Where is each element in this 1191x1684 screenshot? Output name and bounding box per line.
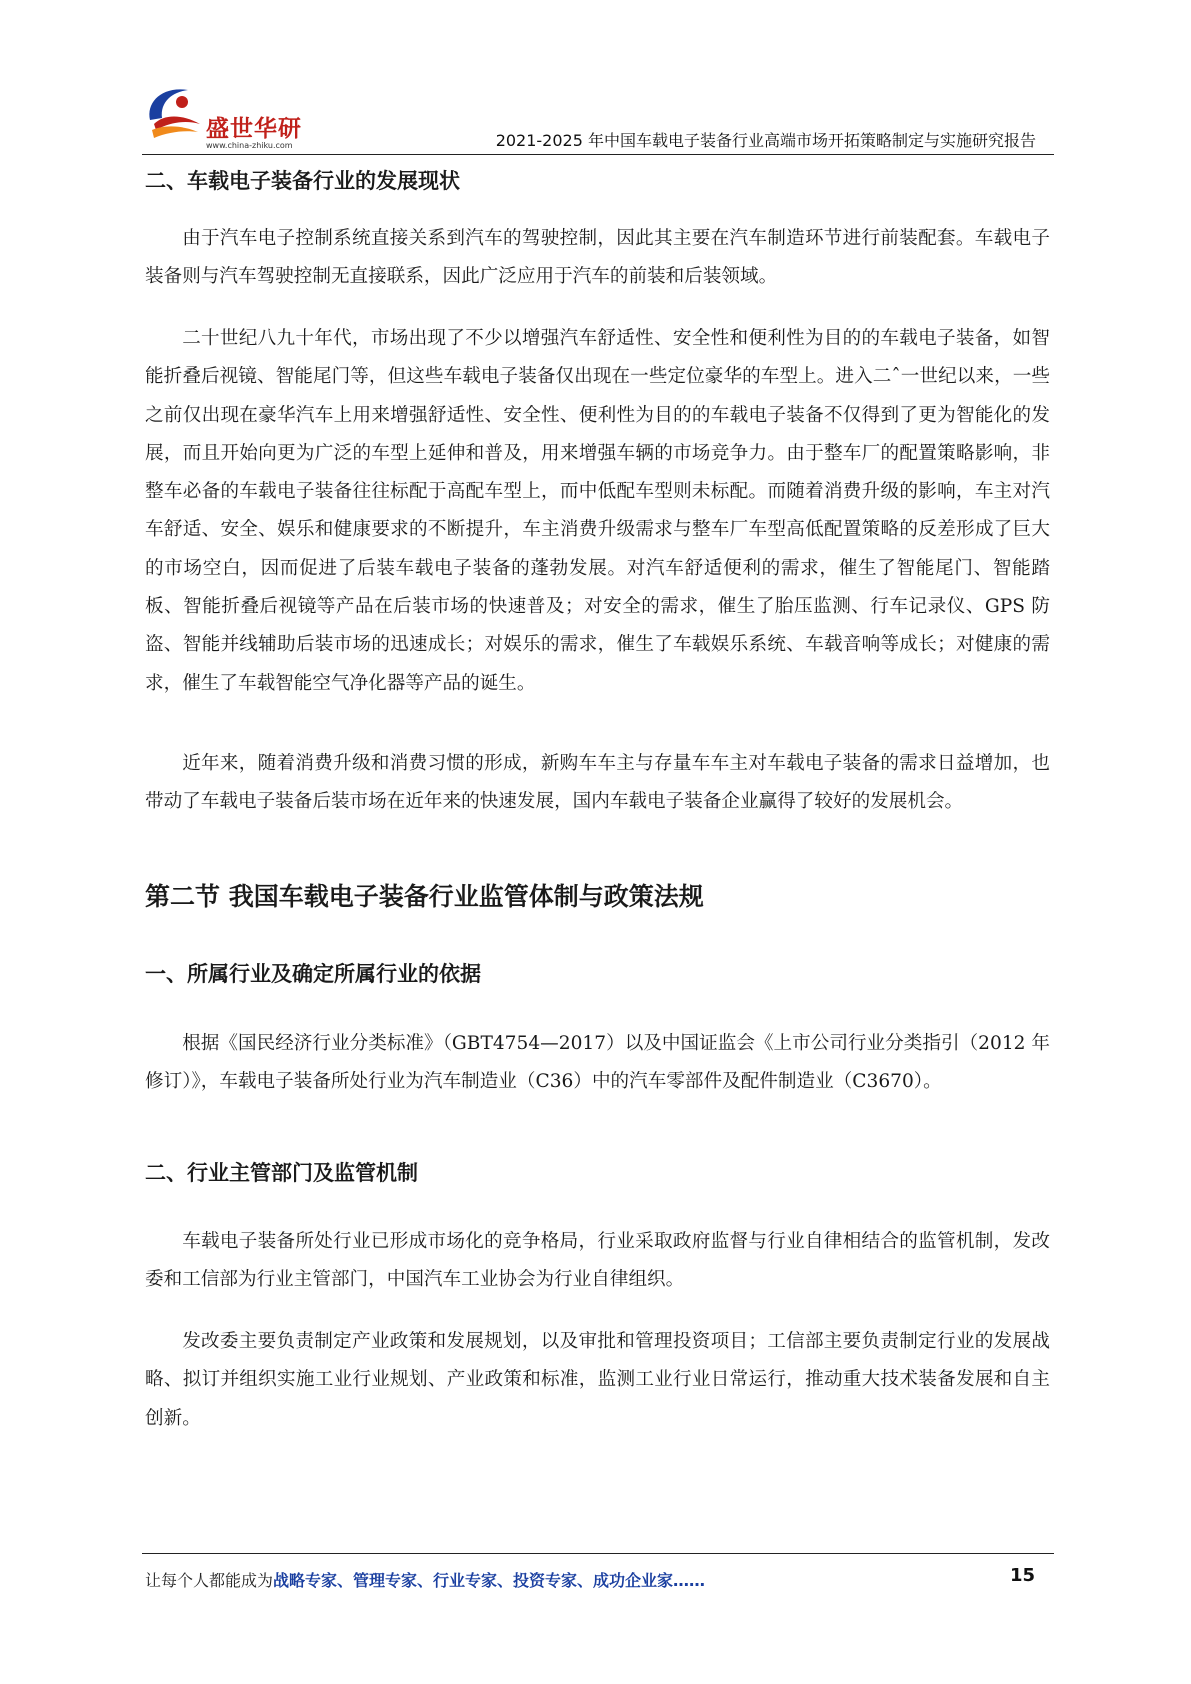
page-header — [142, 72, 1054, 156]
logo-emblem-icon — [142, 80, 204, 144]
paragraph: 车载电子装备所处行业已形成市场化的竞争格局，行业采取政府监督与行业自律相结合的监管机制，发改委和工信部为行业主管部门，中国汽车工业协会为行业自律组织。 — [145, 1231, 1050, 1291]
heading-development-status: 二、车载电子装备行业的发展现状 — [145, 169, 460, 193]
page-number: 15 — [1010, 1565, 1036, 1586]
footer-slogan — [145, 1568, 705, 1591]
heading-industry-classification: 一、所属行业及确定所属行业的依据 — [145, 962, 481, 986]
paragraph: 近年来，随着消费升级和消费习惯的形成，新购车车主与存量车车主对车载电子装备的需求日益增加，也带动了车载电子装备后装市场在近年来的快速发展，国内车载电子装备企业赢得了较好的发展机会。 — [145, 753, 1050, 813]
paragraph: 二十世纪八九十年代，市场出现了不少以增强汽车舒适性、安全性和便利性为目的的车载电子装备，如智能折叠后视镜、智能尾门等，但这些车载电子装备仅出现在一些定位豪华的车型上。进入二ˆ一世纪以来，一些之前仅出现在豪华汽车上用来增强舒适性、安全性、便利性为目的的车载电子装备不仅得到了更为智能化的发展，而且开始向更为广泛的车型上延伸和普及，用来增强车辆的市场竞争力。由于整车厂的配置策略影响，非整车必备的车载电子装备往往标配于高配车型上，而中低配车型则未标配。而随着消费升级的影响，车主对汽车舒适、安全、娱乐和健康要求的不断提升，车主消费升级需求与整车厂车型高低配置策略的反差形成了巨大的市场空白，因而促进了后装车载电子装备的蓬勃发展。对汽车舒适便利的需求，催生了智能尾门、智能踏板、智能折叠后视镜等产品在后装市场的快速普及；对安全的需求，催生了胎压监测、行车记录仪、GPS 防盗、智能并线辅助后装市场的迅速成长；对娱乐的需求，催生了车载娱乐系统、车载音响等成长；对健康的需求，催生了车载智能空气净化器等产品的诞生。 — [145, 328, 1050, 694]
company-logo — [142, 80, 342, 150]
report-title: 2021-2025 年中国车载电子装备行业高端市场开拓策略制定与实施研究报告 — [495, 131, 1036, 150]
slogan-highlight: 战略专家、管理专家、行业专家、投资专家、成功企业家…… — [273, 1571, 706, 1590]
logo-text: 盛世华研 — [206, 116, 302, 142]
logo-url: www.china-zhiku.com — [206, 141, 293, 150]
section-heading: 第二节 我国车载电子装备行业监管体制与政策法规 — [145, 882, 704, 911]
paragraph: 由于汽车电子控制系统直接关系到汽车的驾驶控制，因此其主要在汽车制造环节进行前装配套。车载电子装备则与汽车驾驶控制无直接联系，因此广泛应用于汽车的前装和后装领域。 — [145, 228, 1050, 288]
slogan-prefix: 让每个人都能成为 — [145, 1571, 274, 1590]
footer-divider — [142, 1553, 1054, 1554]
paragraph: 发改委主要负责制定产业政策和发展规划，以及审批和管理投资项目；工信部主要负责制定行业的发展战略、拟订并组织实施工业行业规划、产业政策和标准，监测工业行业日常运行，推动重大技术装备发展和自主创新。 — [145, 1331, 1050, 1429]
heading-regulatory-departments: 二、行业主管部门及监管机制 — [145, 1161, 418, 1185]
header-divider — [142, 154, 1054, 155]
paragraph: 根据《国民经济行业分类标准》（GBT4754—2017）以及中国证监会《上市公司行业分类指引（2012 年修订）》，车载电子装备所处行业为汽车制造业（C36）中的汽车零部件及配件制造业（C3670）。 — [145, 1033, 1050, 1093]
